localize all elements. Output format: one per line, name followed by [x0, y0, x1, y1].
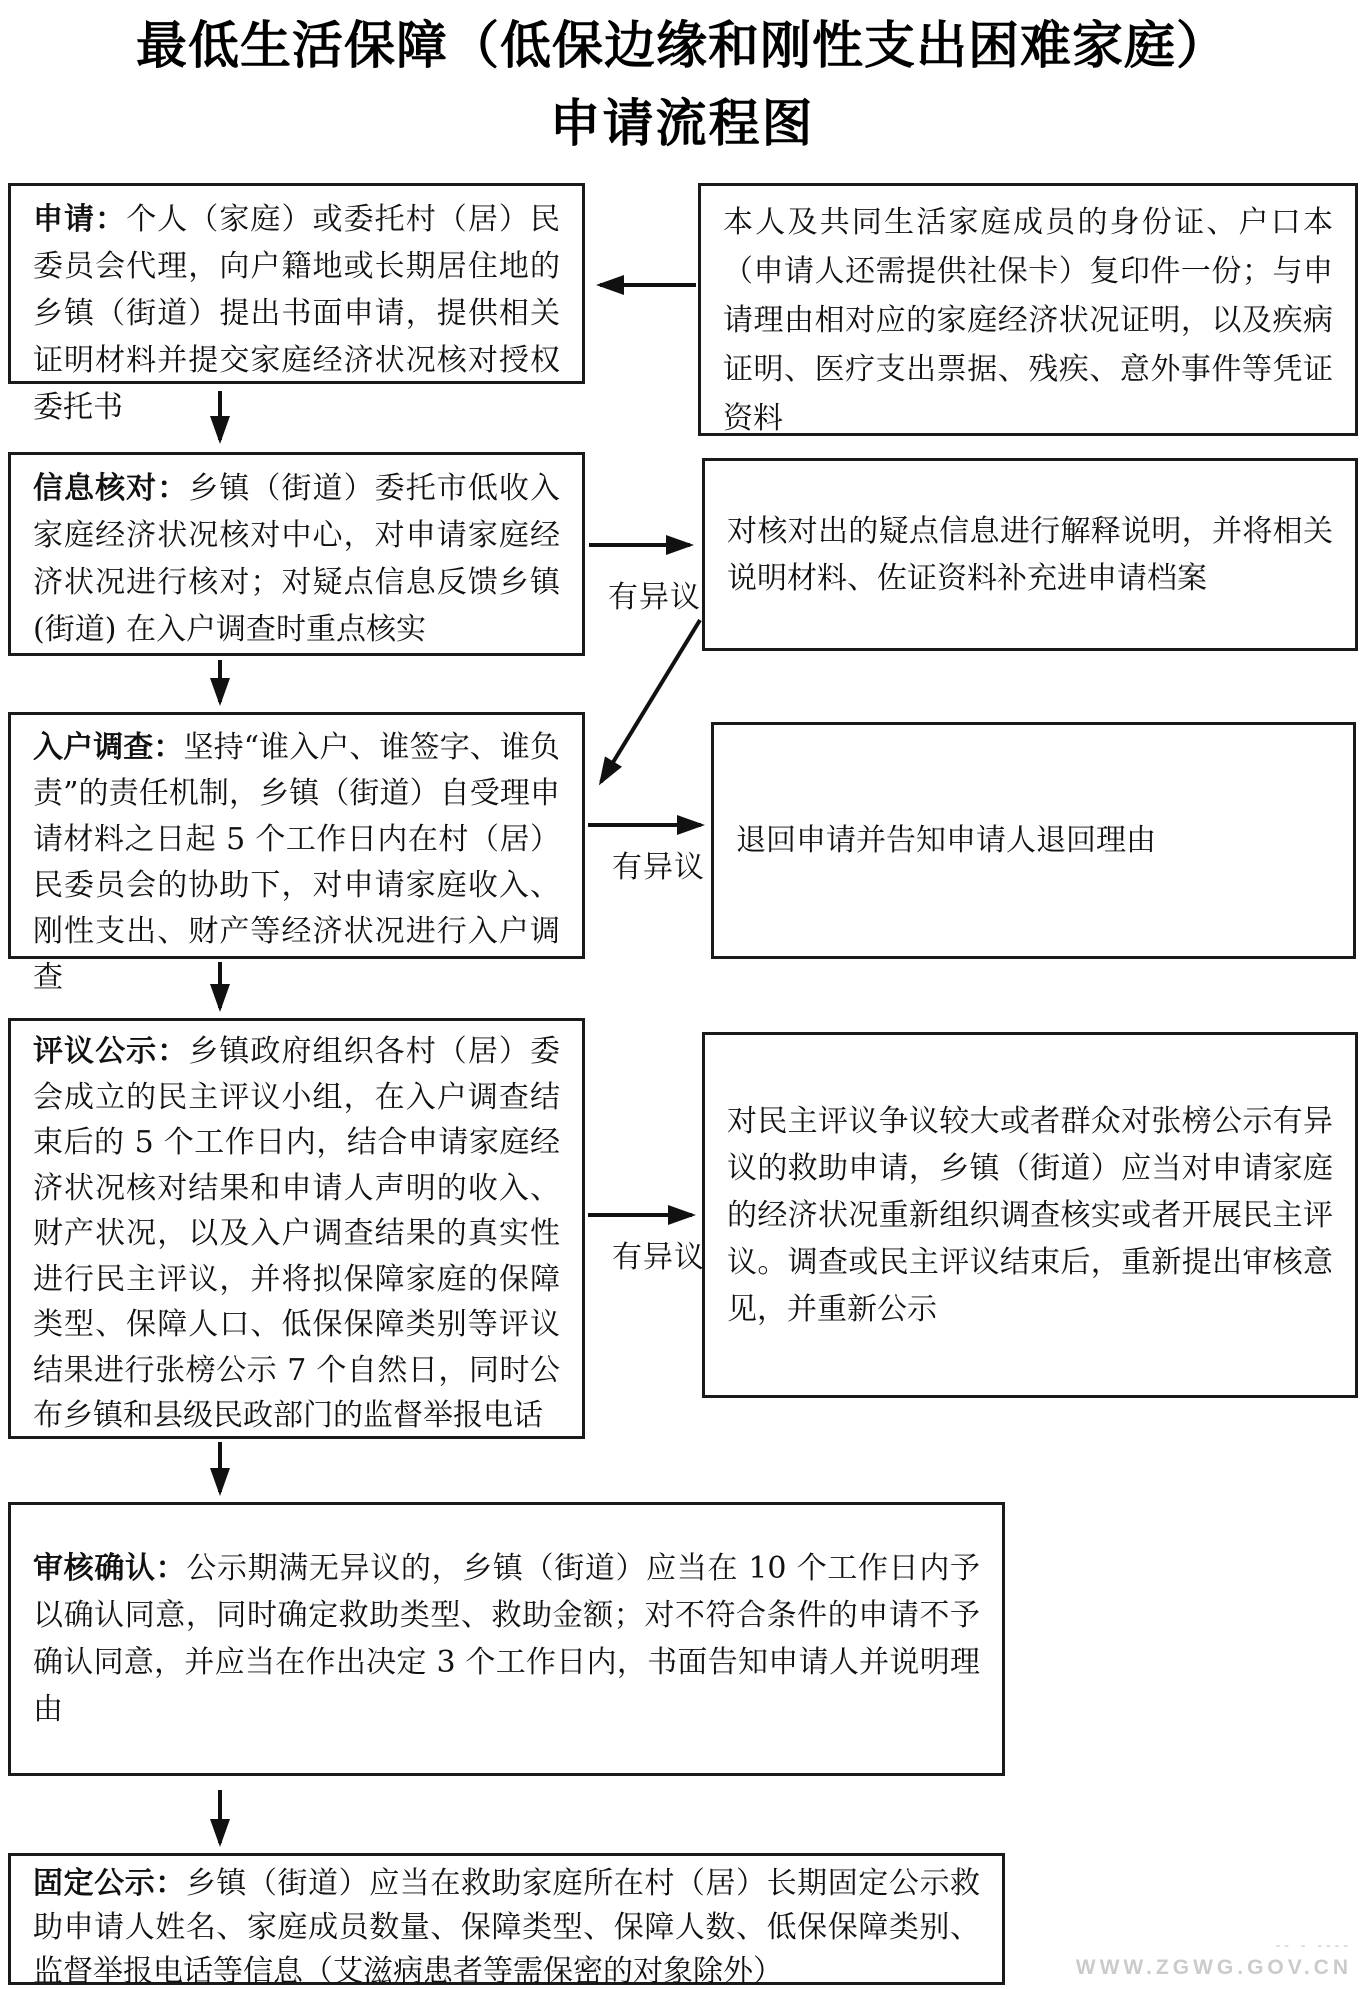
objection-label-homevisit: 有异议: [612, 850, 705, 885]
step-label-home-visit: 入户调查：: [33, 730, 184, 765]
watermark-dashes: ‐‐ ‐ ‐‐‐‐: [1275, 1937, 1352, 1953]
side-box-recheck: [702, 1032, 1358, 1398]
step-label-apply: 申请：: [33, 202, 127, 237]
side-text-return-application: 退回申请并告知申请人退回理由: [736, 823, 1156, 858]
step-label-info-check: 信息核对：: [33, 471, 189, 506]
step-label-fixed-publicity: 固定公示：: [33, 1866, 186, 1901]
side-text-materials: 本人及共同生活家庭成员的身份证、户口本（申请人还需提供社保卡）复印件一份；与申请理由相对应的家庭经济状况证明，以及疾病证明、医疗支出票据、残疾、意外事件等凭证资料: [723, 205, 1333, 436]
step-label-review-publicity: 评议公示：: [33, 1034, 189, 1069]
objection-label-infocheck: 有异议: [608, 580, 701, 615]
step-label-confirm: 审核确认：: [33, 1551, 187, 1586]
watermark: [1076, 1937, 1352, 1983]
step-text-home-visit: 坚持“谁入户、谁签字、谁负责”的责任机制，乡镇（街道）自受理申请材料之日起 5 个工作日内在村（居）民委员会的协助下，对申请家庭收入、刚性支出、财产等经济状况进行入户调查: [33, 730, 561, 995]
step-box-fixed-publicity: [8, 1853, 1005, 1989]
page-title-line1: 最低生活保障（低保边缘和刚性支出困难家庭）: [135, 16, 1228, 76]
objection-label-review: 有异议: [612, 1240, 705, 1275]
step-text-apply: 个人（家庭）或委托村（居）民委员会代理，向户籍地或长期居住地的乡镇（街道）提出书面申请，提供相关证明材料并提交家庭经济状况核对授权委托书: [33, 202, 560, 425]
step-confirm-text-wrap: [33, 1545, 980, 1733]
watermark-url: WWW.ZGWG.GOV.CN: [1075, 1956, 1352, 1979]
step-box-apply: [8, 183, 585, 425]
page-title-line2: 申请流程图: [549, 94, 815, 154]
arrow-explain-to-homevisit: [601, 620, 700, 782]
step-box-home-visit: [8, 712, 585, 995]
step-box-review-publicity: [8, 1018, 585, 1439]
step-text-review-publicity: 乡镇政府组织各村（居）委会成立的民主评议小组，在入户调查结束后的 5 个工作日内，结合申请家庭经济状况核对结果和申请人声明的收入、财产状况，以及入户调查结果的真实性进行民主评议，并将拟保障家庭的保障类型、保障人口、低保保障类别等评议结果进行张榜公示 7 个自然日，同时公布乡镇和县级民政部门的监督举报电话: [33, 1034, 560, 1433]
step-text-confirm: 公示期满无异议的，乡镇（街道）应当在 10 个工作日内予以确认同意，同时确定救助类型、救助金额；对不符合条件的申请不予确认同意，并应当在作出决定 3 个工作日内，书面告知申请人并说明理由: [33, 1551, 981, 1727]
side-text-explain: 对核对出的疑点信息进行解释说明，并将相关说明材料、佐证资料补充进申请档案: [727, 513, 1333, 596]
step-text-info-check: 乡镇（街道）委托市低收入家庭经济状况核对中心，对申请家庭经济状况进行核对；对疑点信息反馈乡镇 (街道) 在入户调查时重点核实: [33, 471, 560, 647]
step-box-confirm: [8, 1502, 1005, 1776]
step-box-info-check: [8, 452, 585, 656]
side-box-materials: [698, 183, 1358, 436]
step-text-fixed-publicity: 乡镇（街道）应当在救助家庭所在村（居）长期固定公示救助申请人姓名、家庭成员数量、保障类型、保障人数、低保保障类别、监督举报电话等信息（艾滋病患者等需保密的对象除外）: [33, 1866, 981, 1989]
side-box-return-application: [711, 722, 1356, 959]
side-box-explain: [702, 458, 1358, 651]
side-text-recheck: 对民主评议争议较大或者群众对张榜公示有异议的救助申请，乡镇（街道）应当对申请家庭的经济状况重新组织调查核实或者开展民主评议。调查或民主评议结束后，重新提出审核意见，并重新公示: [727, 1103, 1333, 1327]
